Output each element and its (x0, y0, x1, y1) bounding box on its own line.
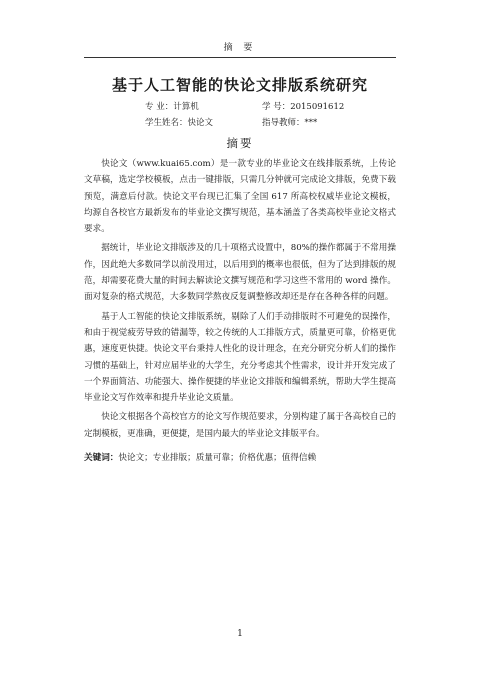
student-id-line (262, 100, 344, 112)
abstract-body (84, 156, 396, 466)
student-name-value: 快论文 (187, 118, 214, 128)
advisor-label: 指导教师： (262, 118, 305, 128)
student-id-value: 2015091612 (290, 102, 345, 112)
keywords-label: 关键词： (84, 453, 119, 464)
advisor-value: *** (304, 118, 318, 128)
page-number: 1 (237, 629, 243, 639)
advisor-line (262, 116, 317, 128)
student-id-label: 学 号： (262, 102, 291, 112)
keywords-line (84, 450, 396, 466)
major-line (145, 100, 199, 112)
abstract-heading: 摘要 (226, 136, 254, 150)
student-name-line (145, 116, 213, 128)
major-value: 计算机 (173, 102, 199, 112)
abstract-paragraph-3: 基于人工智能的快论文排版系统，剔除了人们手动排版时不可避免的误操作，和由于视觉疲劳导致的错漏等，较之传统的人工排版方式，质量更可靠，价格更优惠，速度更快捷。快论文平台秉持人性化的设计理念，在充分研究分析人们的操作习惯的基础上，针对应届毕业的大学生，充分考虑其个性需求，设计并开发完成了一个界面简洁、功能强大、操作便捷的毕业论文排版和编辑系统，帮助大学生提高毕业论文写作效率和提升毕业论文质量。 (84, 311, 396, 404)
abstract-paragraph-1: 快论文（www.kuai65.com）是一款专业的毕业论文在线排版系统，上传论文草稿，选定学校模板，点击一键排版，只需几分钟就可完成论文排版，免费下载预览，满意后付款。快论文平台现已汇集了全国 617 所高校权威毕业论文模板，均源自各校官方最新发布的毕业论文撰写规范，基本涵盖了各类高校毕业论文格式要求。 (84, 159, 396, 235)
abstract-paragraph-2: 据统计，毕业论文排版涉及的几十项格式设置中，80%的操作都属于不常用操作，因此绝大多数同学以前没用过，以后用到的概率也很低，但为了达到排版的规范，却需要花费大量的时间去解读论文撰写规范和学习这些不常用的 word 操作。面对复杂的格式规范，大多数同学熬夜反复调整修改却还是存在各种各样的问题。 (84, 243, 396, 303)
document-title: 基于人工智能的快论文排版系统研究 (111, 76, 368, 94)
keywords-text: 快论文；专业排版；质量可靠；价格优惠；值得信赖 (118, 453, 317, 464)
running-header: 摘 要 (84, 40, 396, 58)
student-name-label: 学生姓名： (145, 118, 188, 128)
abstract-paragraph-4: 快论文根据各个高校官方的论文写作规范要求，分别构建了属于各高校自己的定制模板，更准确，更便捷，是国内最大的毕业论文排版平台。 (84, 412, 396, 439)
major-label: 专 业： (145, 102, 174, 112)
